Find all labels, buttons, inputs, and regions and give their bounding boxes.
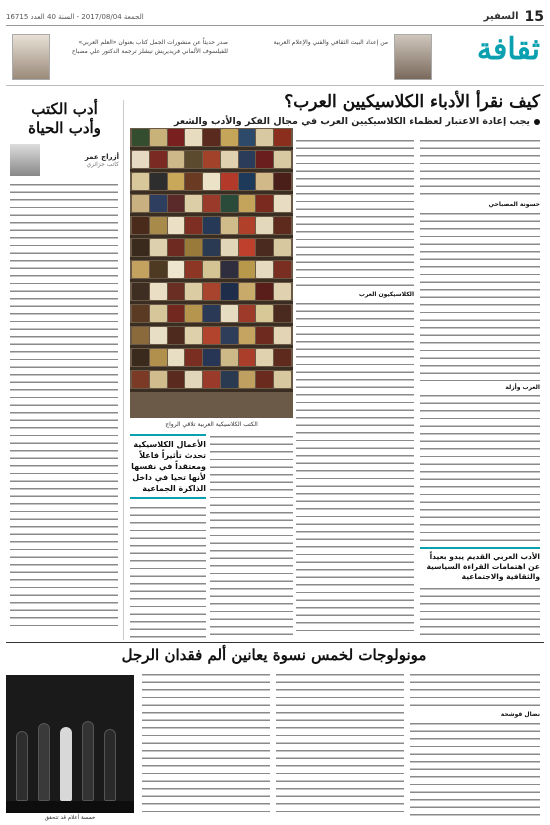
text-lines (10, 182, 118, 632)
header-blurb-right: من إعداد البيت الثقافي والفني والإعلام العربية (273, 39, 388, 46)
sidebar-title-line-1: أدب الكتب (31, 100, 98, 118)
bookshelf (130, 304, 293, 326)
bullet-icon (534, 119, 540, 125)
sidebar-author-photo (10, 144, 40, 176)
text-lines (410, 672, 540, 708)
books-photo (130, 128, 293, 418)
performer-figure (60, 727, 72, 801)
text-lines (296, 138, 414, 288)
text-lines (130, 505, 206, 638)
bookshelf (130, 260, 293, 282)
bookshelf (130, 172, 293, 194)
section-divider (6, 642, 544, 643)
bottom-byline: نضال قوشحة (500, 711, 540, 718)
article-title: كيف نقرأ الأدباء الكلاسيكيين العرب؟ (284, 92, 540, 112)
theatre-photo-caption: خمسة أعلام قد تتحقق (44, 815, 96, 821)
sidebar-author-name: أزراج عمر (84, 152, 119, 161)
header-blurb-left: صدر حديثاً عن منشورات الجمل كتاب بعنوان «العلم العربي» للفيلسوف الألماني فريديريش تيشلر ترجمة الدكتور علي مصباح (71, 39, 228, 55)
page-number: 15 (524, 8, 544, 25)
article-subtitle-text: يجب إعادة الاعتبار لعظماء الكلاسيكيين العرب في مجال الفكر والأدب والشعر (174, 116, 530, 127)
stage-floor (6, 801, 134, 813)
text-lines (420, 393, 540, 543)
performer-figure (38, 723, 50, 801)
performer-figure (104, 729, 116, 801)
bottom-column-3 (142, 672, 270, 817)
sidebar-author (10, 144, 119, 176)
bookshelf (130, 238, 293, 260)
text-lines (420, 586, 540, 638)
section-header (6, 30, 544, 86)
text-lines (276, 672, 404, 817)
text-lines (420, 211, 540, 381)
bookshelf (130, 370, 293, 392)
theatre-photo (6, 675, 134, 813)
bookshelf (130, 128, 293, 150)
article-subtitle (120, 116, 540, 127)
header-author-photo-right (394, 34, 432, 80)
newspaper-brand: السفير (483, 11, 519, 22)
bottom-column-2 (276, 672, 404, 817)
article-byline: حسونة المصباحي (488, 201, 540, 208)
bookshelf (130, 326, 293, 348)
bookshelf (130, 282, 293, 304)
article-subhead: الغرب وأزلة (505, 383, 540, 391)
sidebar-text (10, 182, 118, 632)
bookshelf (130, 194, 293, 216)
article-column-1 (420, 138, 540, 638)
article-column-2 (296, 138, 414, 638)
performer-figure (82, 721, 94, 801)
bookshelf (130, 150, 293, 172)
section-title: ثقافة (476, 32, 540, 67)
article-column-4 (130, 505, 206, 638)
bookshelf (130, 348, 293, 370)
text-lines (142, 672, 270, 817)
text-lines (420, 138, 540, 198)
opinion-sidebar (6, 100, 124, 640)
sidebar-title-line-2: وأدب الحياة (28, 119, 101, 137)
text-lines (210, 434, 293, 638)
sidebar-author-info (85, 153, 119, 168)
article-subhead: الكلاسيكيون العرب (358, 291, 414, 298)
article-column-3 (210, 434, 293, 638)
bottom-article-title: مونولوجات لخمس نسوة يعانين ألم فقدان الرجل (121, 646, 427, 664)
date-line: الجمعة 2017/08/04 - السنة 40 العدد 16715 (6, 12, 144, 21)
page-number-block (484, 9, 544, 25)
performer-figure (16, 731, 28, 801)
pullquote-1: الأعمال الكلاسيكية تحدث تأثيراً فاعلاً ومعتقداً في نفسها لأنها تحيا في داخل الذاكرة الجماعية (130, 434, 206, 499)
text-lines (410, 721, 540, 817)
page-topbar (6, 8, 544, 26)
books-photo-caption: الكتب الكلاسيكية العربية تلاقي الرواج (165, 421, 258, 428)
bookshelf (130, 216, 293, 238)
bottom-column-1 (410, 672, 540, 817)
sidebar-author-role: كاتب جزائري (86, 160, 119, 168)
text-lines (296, 301, 414, 631)
pullquote-2: الأدب العربي القديم يبدو بعيداً عن اهتمامات القراءة السياسية والثقافية والاجتماعية (420, 547, 540, 582)
header-author-photo-left (12, 34, 50, 80)
